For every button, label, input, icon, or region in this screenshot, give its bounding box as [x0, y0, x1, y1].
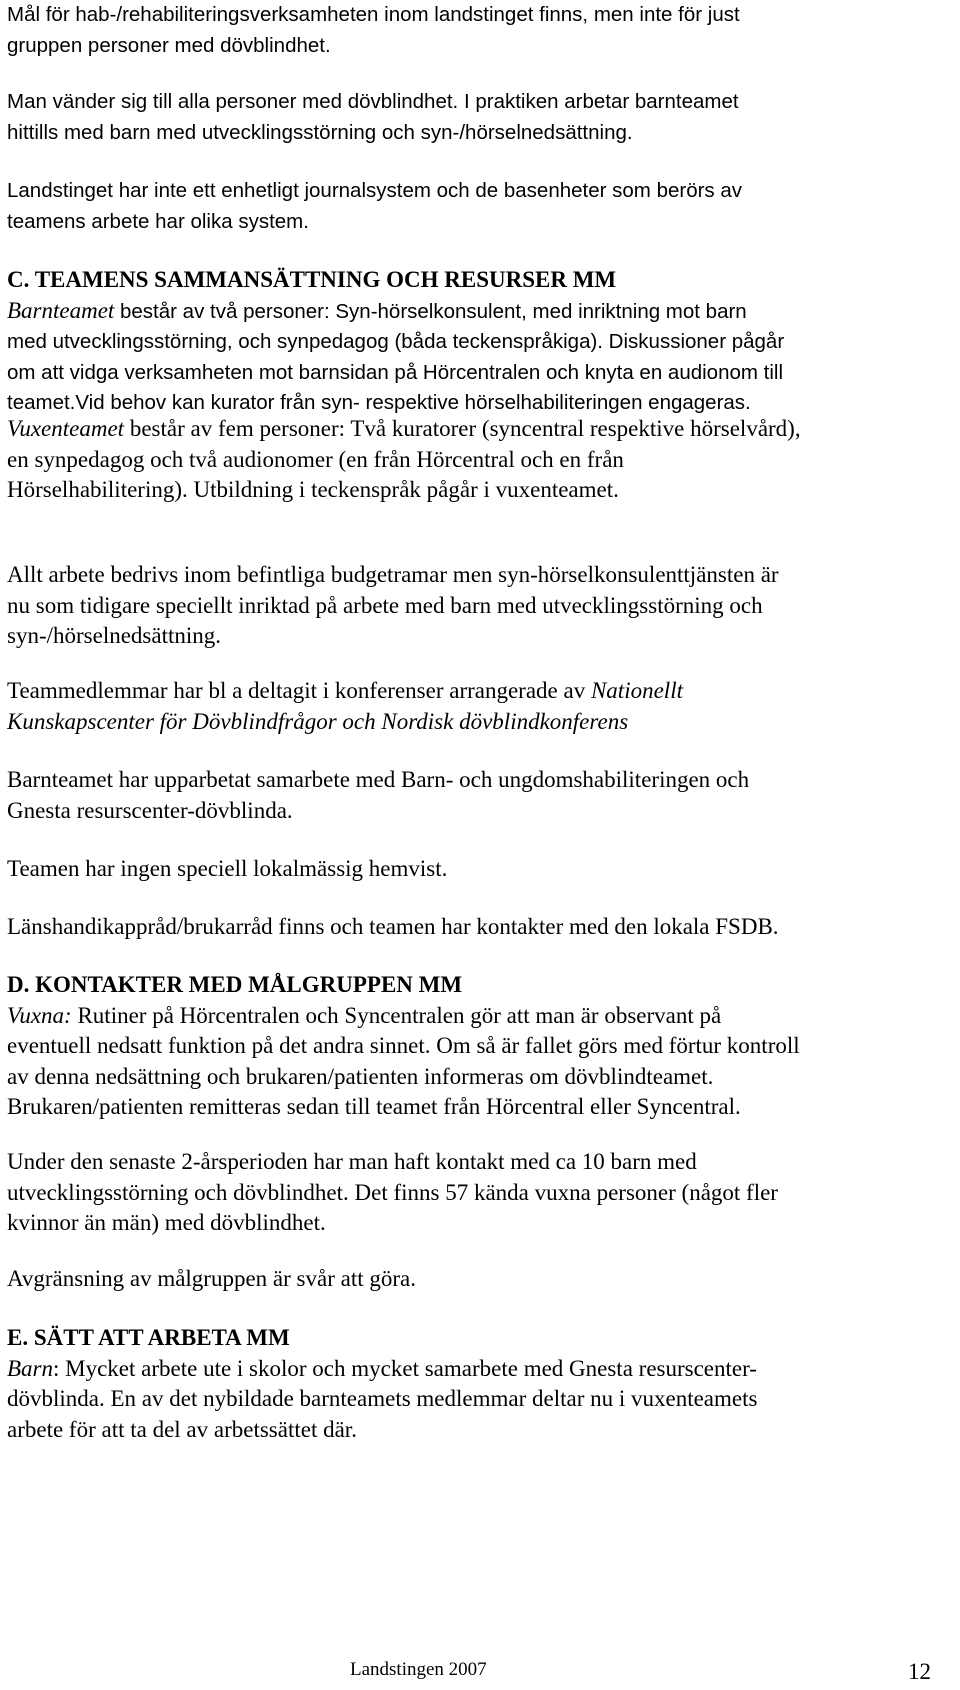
text-line: kvinnor än män) med dövblindhet. — [7, 1210, 326, 1235]
section-heading: C. TEAMENS SAMMANSÄTTNING OCH RESURSER MM — [7, 267, 617, 292]
text-line — [7, 414, 912, 445]
text-line: om att vidga verksamheten mot barnsidan på Hörcentralen och knyta en audionom till — [7, 360, 784, 384]
text-line: med utvecklingsstörning, och synpedagog (båda teckenspråkiga). Diskussioner pågår — [7, 330, 785, 353]
term-vuxenteamet: Vuxenteamet — [7, 416, 125, 441]
term-barnteamet: Barnteamet — [7, 297, 115, 323]
paragraph-limitation — [7, 1264, 912, 1295]
text-line: Brukaren/patienten remitteras sedan till teamet från Hörcentral eller Syncentral. — [7, 1094, 741, 1119]
text-fragment: Rutiner på Hörcentralen och Syncentralen gör att man är observant på — [71, 1002, 722, 1028]
paragraph-premises — [7, 854, 912, 885]
text-line: arbete för att ta del av arbetssättet där. — [7, 1416, 357, 1442]
text-line: Barnteamet har upparbetat samarbete med Barn- och ungdomshabiliteringen och — [7, 767, 750, 792]
text-line: Allt arbete bedrivs inom befintliga budgetramar men syn-hörselkonsulenttjänsten är — [7, 562, 779, 587]
text-line: gruppen personer med dövblindhet. — [7, 33, 331, 57]
section-c — [7, 265, 912, 419]
text-line: teamet.Vid behov kan kurator från syn- respektive hörselhabiliteringen engageras. — [7, 391, 751, 414]
paragraph-contacts — [7, 1147, 912, 1239]
text-line: dövblinda. En av det nybildade barnteamets medlemmar deltar nu i vuxenteamets — [7, 1386, 758, 1411]
text-line: en synpedagog och två audionomer (en från Hörcentral och en från — [7, 446, 624, 472]
text-line: Under den senaste 2-årsperioden har man haft kontakt med ca 10 barn med — [7, 1149, 697, 1174]
text-line: Teamen har ingen speciell lokalmässig hemvist. — [7, 856, 448, 881]
paragraph-budget — [7, 560, 912, 652]
paragraph-journal-system — [7, 176, 912, 237]
text-fragment: består av två personer: Syn-hörselkonsulent, med inriktning mot barn — [114, 299, 747, 323]
text-line: av denna nedsättning och brukaren/patienten informeras om dövblindteamet. — [7, 1063, 714, 1089]
text-line: Man vänder sig till alla personer med dövblindhet. I praktiken arbetar barnteamet — [7, 90, 739, 113]
text-line: teamens arbete har olika system. — [7, 209, 309, 233]
text-line — [7, 676, 912, 707]
paragraph-council — [7, 912, 912, 943]
term-barn: Barn — [7, 1355, 53, 1381]
text-line: Hörselhabilitering). Utbildning i teckenspråk pågår i vuxenteamet. — [7, 477, 619, 502]
footer-text: Landstingen 2007 — [350, 1659, 487, 1680]
text-line: Avgränsning av målgruppen är svår att göra. — [7, 1266, 416, 1291]
conference-name: Kunskapscenter för Dövblindfrågor och Nordisk dövblindkonferens — [7, 708, 629, 734]
text-fragment: Teammedlemmar har bl a deltagit i konferenser arrangerade av — [7, 678, 591, 703]
text-line: utvecklingsstörning och dövblindhet. Det finns 57 kända vuxna personer (något fler — [7, 1179, 778, 1205]
text-line: Gnesta resurscenter-dövblinda. — [7, 797, 293, 823]
term-vuxna: Vuxna: — [7, 1002, 72, 1028]
text-line — [7, 707, 912, 738]
paragraph-collaboration — [7, 765, 912, 826]
section-e — [7, 1323, 912, 1445]
section-d — [7, 970, 912, 1123]
text-line: Länshandikappråd/brukarråd finns och teamen har kontakter med den lokala FSDB. — [7, 914, 779, 939]
section-heading: D. KONTAKTER MED MÅLGRUPPEN MM — [7, 972, 463, 997]
paragraph-vuxenteamet — [7, 414, 912, 506]
section-heading: E. SÄTT ATT ARBETA MM — [7, 1325, 290, 1350]
text-line: hittills med barn med utvecklingsstörning och syn-/hörselnedsättning. — [7, 120, 633, 144]
text-fragment: består av fem personer: Två kuratorer (syncentral respektive hörselvård), — [124, 416, 801, 441]
paragraph-target-group — [7, 87, 912, 148]
paragraph-conferences — [7, 676, 912, 737]
text-line — [7, 1354, 912, 1385]
text-line: Landstinget har inte ett enhetligt journalsystem och de basenheter som berörs av — [7, 179, 743, 202]
text-line: syn-/hörselnedsättning. — [7, 623, 221, 648]
text-line — [7, 1001, 912, 1032]
text-line: nu som tidigare speciellt inriktad på arbete med barn med utvecklingsstörning och — [7, 592, 763, 618]
text-line: Mål för hab-/rehabiliteringsverksamheten inom landstinget finns, men inte för just — [7, 3, 740, 26]
text-line: eventuell nedsatt funktion på det andra sinnet. Om så är fallet görs med förtur kontroll — [7, 1033, 800, 1058]
text-line — [7, 296, 912, 328]
text-fragment: : Mycket arbete ute i skolor och mycket samarbete med Gnesta resurscenter- — [53, 1355, 757, 1381]
paragraph-goals — [7, 0, 912, 61]
page-number: 12 — [908, 1659, 931, 1684]
conference-name: Nationellt — [590, 678, 683, 703]
